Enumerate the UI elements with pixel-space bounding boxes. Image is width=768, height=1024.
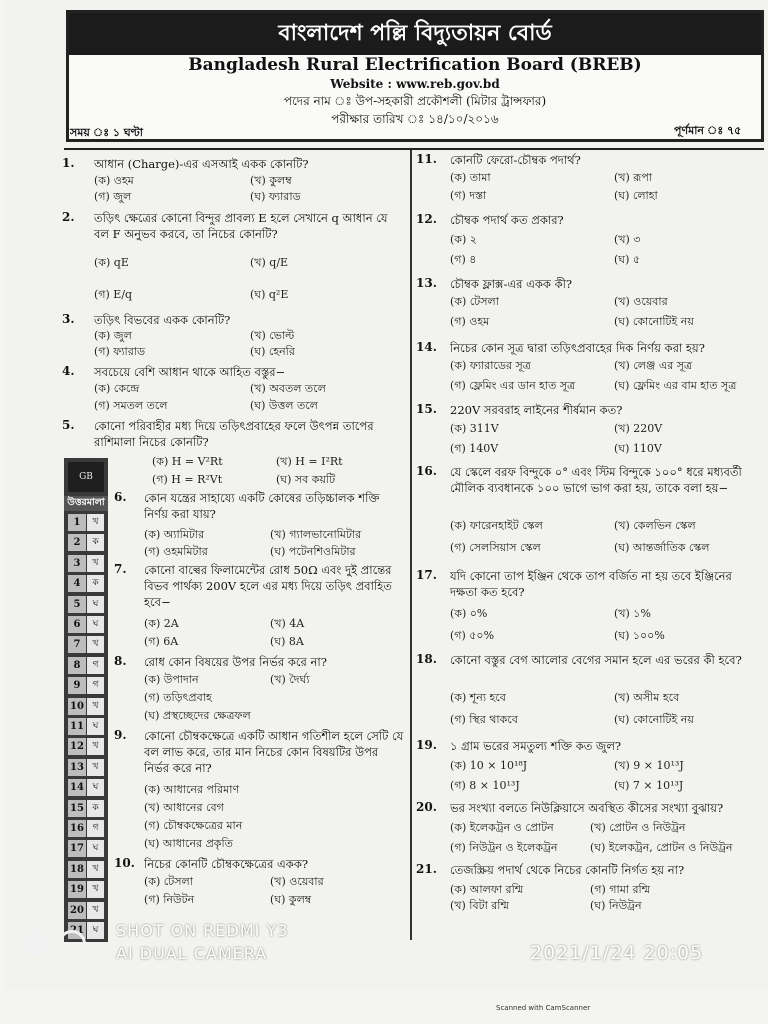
question-number: 11. (416, 152, 437, 166)
option: (ক) ইলেকট্রন ও প্রোটন (450, 821, 554, 834)
answer-key-row (68, 779, 104, 796)
question-text: ভর সংখ্যা বলতে নিউক্লিয়াসে অবস্থিত কীসের সংখ্যা বুঝায়? (450, 801, 724, 815)
answer-value: খ (87, 759, 104, 776)
question-number: 8. (114, 654, 127, 668)
option: (ক) শূন্য হবে (450, 691, 506, 704)
option: (ঘ) q²E (250, 288, 289, 301)
answer-number: 8 (68, 657, 86, 674)
option: (খ) 9 × 10¹³J (614, 759, 684, 772)
publisher-logo: GB (68, 462, 104, 492)
option: (গ) ৫০% (450, 629, 495, 642)
option: (খ) H = I²Rt (276, 455, 343, 468)
answer-value: খ (87, 861, 104, 878)
question-number: 4. (62, 364, 75, 378)
answer-key-row (68, 902, 104, 919)
answer-number: 6 (68, 616, 86, 633)
option: (খ) অসীম হবে (614, 691, 680, 704)
question-text: নিচের কোনটি চৌম্বকক্ষেত্রের একক? (144, 857, 309, 871)
question-text: কোন যন্ত্রের সাহায্যে একটি কোষের তড়িচ্চালক শক্তি নির্ণয় করা যায়? (144, 491, 380, 521)
option: (গ) 140V (450, 442, 499, 455)
answer-key-row (68, 596, 104, 613)
option: (ক) 10 × 10¹⁸J (450, 759, 528, 772)
question-number: 13. (416, 276, 437, 290)
answer-key-row (68, 820, 104, 837)
question-number: 10. (114, 856, 135, 870)
watermark-datetime: 2021/1/24 20:05 (530, 942, 704, 964)
option: (ক) আলফা রশ্মি (450, 883, 524, 896)
answer-value: ক (87, 575, 104, 592)
answer-number: 13 (68, 759, 86, 776)
question-number: 14. (416, 340, 437, 354)
answer-key-title: উত্তরমালা (64, 496, 108, 511)
post-name: পদের নাম ঃ উপ-সহকারী প্রকৌশলী (মিটার ট্রান্সফার) (283, 94, 547, 108)
option: (গ) জুল (94, 190, 132, 203)
option: (ক) ০% (450, 607, 488, 620)
answer-key-row (68, 636, 104, 653)
option: (গ) নিউটন (144, 893, 195, 906)
header-box (66, 10, 764, 142)
question-number: 15. (416, 402, 437, 416)
answer-value: খ (87, 514, 104, 531)
option: (খ) ৩ (614, 233, 641, 246)
question-number: 16. (416, 464, 437, 478)
header-rule (64, 148, 764, 150)
option: (গ) নিউট্রন ও ইলেকট্রন (450, 841, 558, 854)
option: (খ) রূপা (614, 171, 652, 184)
question-text: কোনো বস্তুর বেগ আলোর বেগের সমান হলে এর ভরের কী হবে? (450, 653, 742, 667)
answer-value: গ (87, 820, 104, 837)
option: (ঘ) 110V (614, 442, 662, 455)
full-marks-label: পূর্ণমান ঃ ৭৫ (674, 124, 742, 137)
answer-number: 21 (68, 922, 86, 939)
answer-key-row (68, 534, 104, 551)
answer-number: 14 (68, 779, 86, 796)
question-number: 6. (114, 490, 127, 504)
answer-key-row (68, 616, 104, 633)
question-number: 9. (114, 728, 127, 742)
question-text: তড়িৎ ক্ষেত্রের কোনো বিন্দুর প্রাবল্য E হলে সেখানে q আধান যে বল F অনুভব করবে, তা নিচের কোনটি? (94, 211, 388, 241)
question-text: নিচের কোন সূত্র দ্বারা তড়িৎপ্রবাহের দিক নির্ণয় করা হয়? (450, 341, 705, 355)
question-number: 3. (62, 312, 75, 326)
option: (খ) 220V (614, 422, 663, 435)
question-number: 18. (416, 652, 437, 666)
option: (ক) 311V (450, 422, 499, 435)
option: (ঘ) ইলেকট্রন, প্রোটন ও নিউট্রন (590, 841, 733, 854)
question-text: কোনটি ফেরো-চৌম্বক পদার্থ? (450, 153, 581, 167)
question-number: 19. (416, 738, 437, 752)
option: (ঘ) পটেনশিওমিটার (270, 545, 356, 558)
option: (ঘ) ফ্যারাড (250, 190, 301, 203)
option: (খ) ১% (614, 607, 651, 620)
answer-key-row (68, 840, 104, 857)
option: (খ) বিটা রশ্মি (450, 899, 510, 912)
option: (গ) 8 × 10¹³J (450, 779, 520, 792)
option: (ঘ) উত্তল তলে (250, 399, 318, 412)
answer-key-row (68, 575, 104, 592)
camera-watermark-icon (22, 928, 94, 958)
option: (গ) E/q (94, 288, 133, 301)
answer-number: 15 (68, 800, 86, 817)
scanner-footer: Scanned with CamScanner (496, 1004, 591, 1012)
answer-number: 16 (68, 820, 86, 837)
answer-value: ক (87, 534, 104, 551)
question-number: 21. (416, 862, 437, 876)
answer-key-row (68, 677, 104, 694)
question-text: কোনো চৌম্বকক্ষেত্রে একটি আধান গতিশীল হলে সেটি যে বল লাভ করে, তার মান নিচের কোন বিষয়টির উপর নির্ভর করে না? (144, 729, 404, 775)
question-text: তেজস্ক্রিয় পদার্থ থেকে নিচের কোনটি নির্গত হয় না? (450, 863, 685, 877)
answer-key-row (68, 881, 104, 898)
option: (ঘ) হেনরি (250, 345, 295, 358)
answer-key-row (68, 698, 104, 715)
option: (গ) 6A (144, 635, 179, 648)
option: (গ) ফ্লেমিং এর ডান হাত সূত্র (450, 379, 576, 392)
option: (ঘ) ৫ (614, 253, 641, 266)
option: (ক) টেসলা (450, 295, 499, 308)
option: (ঘ) সব কয়টি (276, 473, 336, 486)
option: (খ) দৈর্ঘ্য (270, 673, 310, 686)
question-number: 20. (416, 800, 437, 814)
option: (ক) টেসলা (144, 875, 193, 888)
answer-number: 3 (68, 555, 86, 572)
option: (ক) অ্যামিটার (144, 528, 205, 541)
question-text: সবচেয়ে বেশি আধান থাকে আহিত বস্তুর− (94, 365, 286, 379)
answer-number: 18 (68, 861, 86, 878)
option: (গ) তড়িৎপ্রবাহ (144, 691, 212, 704)
option: (ক) ২ (450, 233, 477, 246)
question-text: ১ গ্রাম ভরের সমতুল্য শক্তি কত জুল? (450, 739, 622, 753)
answer-key-row (68, 800, 104, 817)
answer-value: খ (87, 902, 104, 919)
watermark-shot-on: SHOT ON REDMI Y3 (116, 921, 289, 940)
board-name-english: Bangladesh Rural Electrification Board (BREB) (188, 55, 642, 75)
answer-value: ঘ (87, 616, 104, 633)
option: (খ) কুলম্ব (250, 174, 292, 187)
question-text: চৌম্বক ফ্লাক্স-এর একক কী? (450, 277, 573, 291)
time-label: সময় ঃ ১ ঘণ্টা (70, 126, 143, 139)
option: (গ) দস্তা (450, 189, 487, 202)
answer-value: ক (87, 800, 104, 817)
option: (ঘ) ফ্লেমিং এর বাম হাত সূত্র (614, 379, 737, 392)
option: (ক) কেন্দ্রে (94, 382, 140, 395)
answer-number: 9 (68, 677, 86, 694)
answer-key-strip (64, 458, 108, 942)
column-divider (410, 150, 412, 940)
answer-number: 1 (68, 514, 86, 531)
answer-number: 11 (68, 718, 86, 735)
answer-value: ঘ (87, 779, 104, 796)
website-line: Website : www.reb.gov.bd (330, 77, 500, 91)
answer-value: ঘ (87, 596, 104, 613)
option: (খ) ওয়েবার (270, 875, 324, 888)
option: (খ) আধানের বেগ (144, 801, 224, 814)
option: (গ) ওহম (450, 315, 490, 328)
option: (গ) ৪ (450, 253, 477, 266)
option: (ক) ফারেনহাইট স্কেল (450, 519, 543, 532)
option: (খ) 4A (270, 617, 305, 630)
answer-key-row (68, 514, 104, 531)
question-text: চৌম্বক পদার্থ কত প্রকার? (450, 213, 564, 227)
option: (ক) ওহম (94, 174, 134, 187)
answer-value: ঘ (87, 840, 104, 857)
question-text: যদি কোনো তাপ ইঞ্জিন থেকে তাপ বর্জিত না হয় তবে ইঞ্জিনের দক্ষতা কত হবে? (450, 569, 732, 599)
option: (ক) qE (94, 256, 129, 269)
option: (ঘ) কোনোটিই নয় (614, 315, 694, 328)
option: (ঘ) নিউট্রন (590, 899, 642, 912)
answer-key-row (68, 718, 104, 735)
option: (খ) ভোল্ট (250, 329, 295, 342)
answer-value: গ (87, 677, 104, 694)
option: (গ) গামা রশ্মি (590, 883, 651, 896)
answer-value: খ (87, 881, 104, 898)
option: (খ) কেলভিন স্কেল (614, 519, 696, 532)
option: (ঘ) ১০০% (614, 629, 665, 642)
option: (গ) ওহমমিটার (144, 545, 208, 558)
option: (গ) H = R²Vt (152, 473, 223, 486)
question-text: 220V সরবরাহ লাইনের শীর্ষমান কত? (450, 403, 623, 417)
answer-number: 5 (68, 596, 86, 613)
answer-value: খ (87, 698, 104, 715)
question-number: 2. (62, 210, 75, 224)
option: (খ) q/E (250, 256, 289, 269)
option: (ঘ) প্রস্থচ্ছেদের ক্ষেত্রফল (144, 709, 251, 722)
answer-number: 20 (68, 902, 86, 919)
answer-value: খ (87, 555, 104, 572)
answer-number: 19 (68, 881, 86, 898)
answer-key-row (68, 657, 104, 674)
answer-value: খ (87, 738, 104, 755)
option: (ঘ) কোনোটিই নয় (614, 713, 694, 726)
question-text: কোনো বাল্বের ফিলামেন্টের রোধ 50Ω এবং দুই প্রান্তের বিভব পার্থক্য 200V হলে এর মধ্য দিয়ে তড়িৎ প্রবাহিত হবে− (144, 563, 392, 609)
option: (ঘ) 8A (270, 635, 304, 648)
option: (ক) জুল (94, 329, 132, 342)
question-text: আধান (Charge)-এর এসআই একক কোনটি? (94, 157, 309, 171)
option: (খ) অবতল তলে (250, 382, 326, 395)
option: (ক) H = V²Rt (152, 455, 223, 468)
answer-value: ঘ (87, 718, 104, 735)
option: (ক) তামা (450, 171, 491, 184)
option: (ঘ) লোহা (614, 189, 658, 202)
question-number: 1. (62, 156, 75, 170)
answer-number: 12 (68, 738, 86, 755)
exam-date: পরীক্ষার তারিখ ঃ ১৪/১০/২০১৬ (331, 112, 499, 126)
answer-key-row (68, 738, 104, 755)
question-number: 17. (416, 568, 437, 582)
watermark-camera: AI DUAL CAMERA (116, 944, 268, 963)
watermark-circle-outline-icon (58, 930, 86, 958)
answer-value: খ (87, 636, 104, 653)
option: (গ) সেলসিয়াস স্কেল (450, 541, 541, 554)
question-text: তড়িৎ বিভবের একক কোনটি? (94, 313, 231, 327)
option: (গ) চৌম্বকক্ষেত্রের মান (144, 819, 243, 832)
question-text: রোধ কোন বিষয়ের উপর নির্ভর করে না? (144, 655, 327, 669)
option: (গ) সমতল তলে (94, 399, 168, 412)
answer-number: 2 (68, 534, 86, 551)
option: (খ) লেঞ্জ এর সূত্র (614, 359, 693, 372)
option: (ঘ) কুলম্ব (270, 893, 312, 906)
option: (ক) উপাদান (144, 673, 199, 686)
answer-number: 17 (68, 840, 86, 857)
exam-paper (4, 0, 768, 990)
watermark-circle-filled-icon (22, 930, 48, 956)
board-name-bangla: বাংলাদেশ পল্লি বিদ্যুতায়ন বোর্ড (278, 20, 552, 46)
option: (ঘ) 7 × 10¹³J (614, 779, 684, 792)
question-number: 7. (114, 562, 127, 576)
answer-key-row (68, 555, 104, 572)
option: (ঘ) আধানের প্রকৃতি (144, 837, 233, 850)
answer-number: 4 (68, 575, 86, 592)
answer-value: ঘ (87, 922, 104, 939)
answer-number: 7 (68, 636, 86, 653)
option: (ক) আধানের পরিমাণ (144, 783, 240, 796)
question-text: কোনো পরিবাহীর মধ্য দিয়ে তড়িৎপ্রবাহের ফলে উৎপন্ন তাপের রাশিমালা নিচের কোনটি? (94, 419, 374, 449)
question-text: যে স্কেলে বরফ বিন্দুকে ০° এবং স্টিম বিন্দুকে ১০০° ধরে মধ্যবর্তী মৌলিক ব্যবধানকে ১০০ ভাগে ভাগ করা হয়, তাকে বলা হয়− (450, 465, 742, 495)
option: (গ) ফ্যারাড (94, 345, 146, 358)
question-number: 12. (416, 212, 437, 226)
answer-key-row (68, 861, 104, 878)
option: (খ) ওয়েবার (614, 295, 668, 308)
option: (ক) ফ্যারাডের সূত্র (450, 359, 531, 372)
option: (ঘ) আন্তর্জাতিক স্কেল (614, 541, 710, 554)
answer-key-row (68, 759, 104, 776)
question-number: 5. (62, 418, 75, 432)
answer-value: গ (87, 657, 104, 674)
option: (খ) প্রোটন ও নিউট্রন (590, 821, 686, 834)
option: (খ) গ্যালভানোমিটার (270, 528, 362, 541)
option: (গ) স্থির থাকবে (450, 713, 518, 726)
option: (ক) 2A (144, 617, 179, 630)
answer-number: 10 (68, 698, 86, 715)
